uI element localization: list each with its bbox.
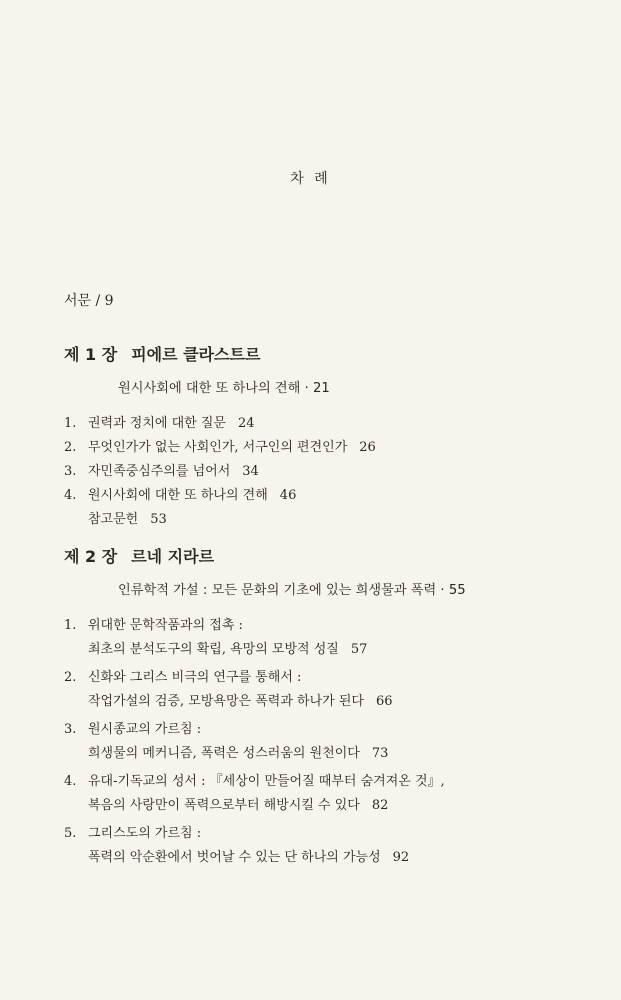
chapter-1-items	[64, 412, 584, 532]
chapter-2-name: 르네 지라르	[131, 547, 215, 566]
chapter-1-heading	[64, 342, 584, 365]
item-text: 권력과 정치에 대한 질문	[88, 416, 226, 431]
toc-title: 차 례	[290, 171, 331, 187]
item-page: 73	[371, 746, 389, 761]
item-text-line-2: 작업가설의 검증, 모방욕망은 폭력과 하나가 된다	[88, 694, 364, 709]
toc-item	[64, 718, 584, 766]
chapter-1-number: 제 1 장	[64, 345, 118, 364]
item-number: 2.	[64, 440, 77, 455]
chapter-1-subtitle: 원시사회에 대한 또 하나의 견해 · 21	[118, 381, 330, 396]
chapter-1-references	[88, 508, 584, 532]
item-text: 무엇인가가 없는 사회인가, 서구인의 편견인가	[88, 440, 348, 455]
item-page: 66	[375, 694, 393, 709]
chapter-1	[64, 342, 584, 532]
item-number: 3.	[64, 722, 77, 737]
item-text-line-1: 유대-기독교의 성서 : 『세상이 만들어질 때부터 숨겨져온 것』,	[88, 774, 445, 789]
item-number: 4.	[64, 488, 77, 503]
toc-item	[64, 436, 584, 460]
item-text-line-1: 신화와 그리스 비극의 연구를 통해서 :	[88, 670, 302, 685]
chapter-2-number: 제 2 장	[64, 547, 118, 566]
toc-item	[64, 666, 584, 714]
toc-item	[64, 614, 584, 662]
toc-item	[64, 770, 584, 818]
chapter-2-items	[64, 614, 584, 870]
item-text: 원시사회에 대한 또 하나의 견해	[88, 488, 268, 503]
item-number: 2.	[64, 670, 77, 685]
item-page: 26	[359, 440, 376, 455]
item-page: 82	[371, 798, 389, 813]
references-page: 53	[150, 512, 167, 527]
item-text-line-2: 희생물의 메커니즘, 폭력은 성스러움의 원천이다	[88, 746, 360, 761]
item-text: 자민족중심주의를 넘어서	[88, 464, 231, 479]
preface-entry: 서문 / 9	[64, 293, 114, 309]
item-page: 24	[237, 416, 255, 431]
chapter-2-heading	[64, 544, 584, 567]
item-number: 1.	[64, 618, 77, 633]
chapter-1-name: 피에르 클라스트르	[131, 345, 261, 364]
item-text-line-1: 원시종교의 가르침 :	[88, 722, 202, 737]
toc-item	[64, 412, 584, 436]
item-text-line-1: 위대한 문학작품과의 접촉 :	[88, 618, 243, 633]
references-text: 참고문헌	[88, 512, 139, 527]
item-text-line-2: 최초의 분석도구의 확립, 욕망의 모방적 성질	[88, 642, 339, 657]
item-page: 92	[392, 850, 410, 865]
chapter-2	[64, 544, 584, 874]
chapter-2-subtitle: 인류학적 가설 : 모든 문화의 기초에 있는 희생물과 폭력 · 55	[118, 583, 466, 598]
toc-item	[64, 460, 584, 484]
toc-item	[64, 484, 584, 508]
toc-item	[64, 822, 584, 870]
item-page: 57	[350, 642, 368, 657]
item-number: 5.	[64, 826, 77, 841]
item-number: 4.	[64, 774, 77, 789]
item-text-line-2: 폭력의 악순환에서 벗어날 수 있는 단 하나의 가능성	[88, 850, 381, 865]
item-page: 34	[242, 464, 259, 479]
item-page: 46	[279, 488, 297, 503]
item-text-line-2: 복음의 사랑만이 폭력으로부터 해방시킬 수 있다	[88, 798, 360, 813]
item-text-line-1: 그리스도의 가르침 :	[88, 826, 202, 841]
item-number: 3.	[64, 464, 77, 479]
item-number: 1.	[64, 416, 77, 431]
